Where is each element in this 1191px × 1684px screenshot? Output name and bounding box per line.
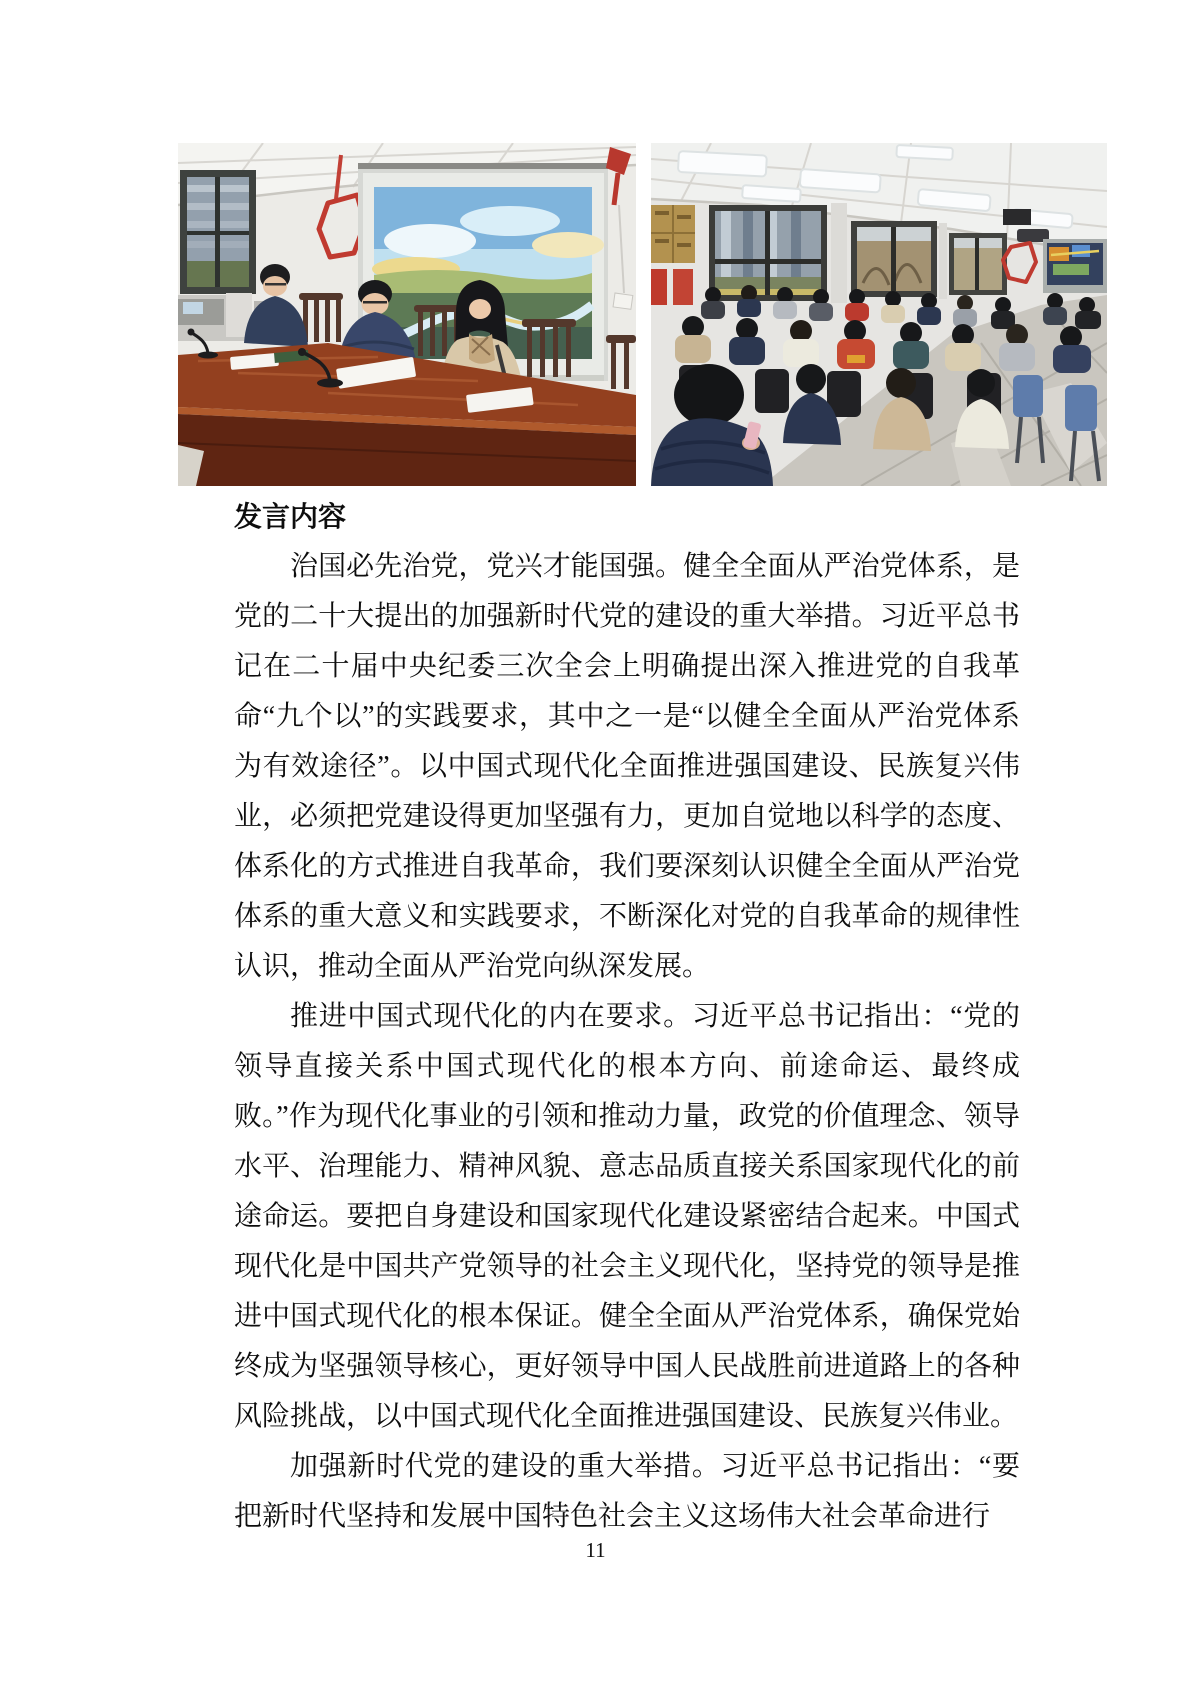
wall-plaques — [651, 205, 695, 305]
photo-speakers-table — [178, 143, 636, 486]
photo-audience — [651, 143, 1107, 486]
section-heading: 发言内容 — [234, 501, 347, 532]
body-text — [234, 492, 1020, 1542]
body-paragraph: 治国必先治党，党兴才能国强。健全全面从严治党体系，是党的二十大提出的加强新时代党的建设的重大举措。习近平总书记在二十届中央纪委三次全会上明确提出深入推进党的自我革命“九个以”的实践要求，其中之一是“以健全全面从严治党体系为有效途径”。以中国式现代化全面推进强国建设、民族复兴伟业，必须把党建设得更加坚强有力，更加自觉地以科学的态度、体系化的方式推进自我革命，我们要深刻认识健全全面从严治党体系的重大意义和实践要求，不断深化对党的自我革命的规律性认识，推动全面从严治党向纵深发展。 — [234, 551, 1020, 982]
photo-row — [178, 143, 1107, 486]
window-left — [180, 170, 256, 294]
body-paragraph: 加强新时代党的建设的重大举措。习近平总书记指出：“要把新时代坚持和发展中国特色社会主义这场伟大社会革命进行 — [234, 1451, 1020, 1532]
page-number: 11 — [585, 1538, 606, 1562]
body-paragraph: 推进中国式现代化的内在要求。习近平总书记指出：“党的领导直接关系中国式现代化的根本方向、前途命运、最终成败。”作为现代化事业的引领和推动力量，政党的价值理念、领导水平、治理能力、精神风貌、意志品质直接关系国家现代化的前途命运。要把自身建设和国家现代化建设紧密结合起来。中国式现代化是中国共产党领导的社会主义现代化，坚持党的领导是推进中国式现代化的根本保证。健全全面从严治党体系，确保党始终成为坚强领导核心，更好领导中国人民战胜前进道路上的各种风险挑战，以中国式现代化全面推进强国建设、民族复兴伟业。 — [234, 1001, 1020, 1432]
